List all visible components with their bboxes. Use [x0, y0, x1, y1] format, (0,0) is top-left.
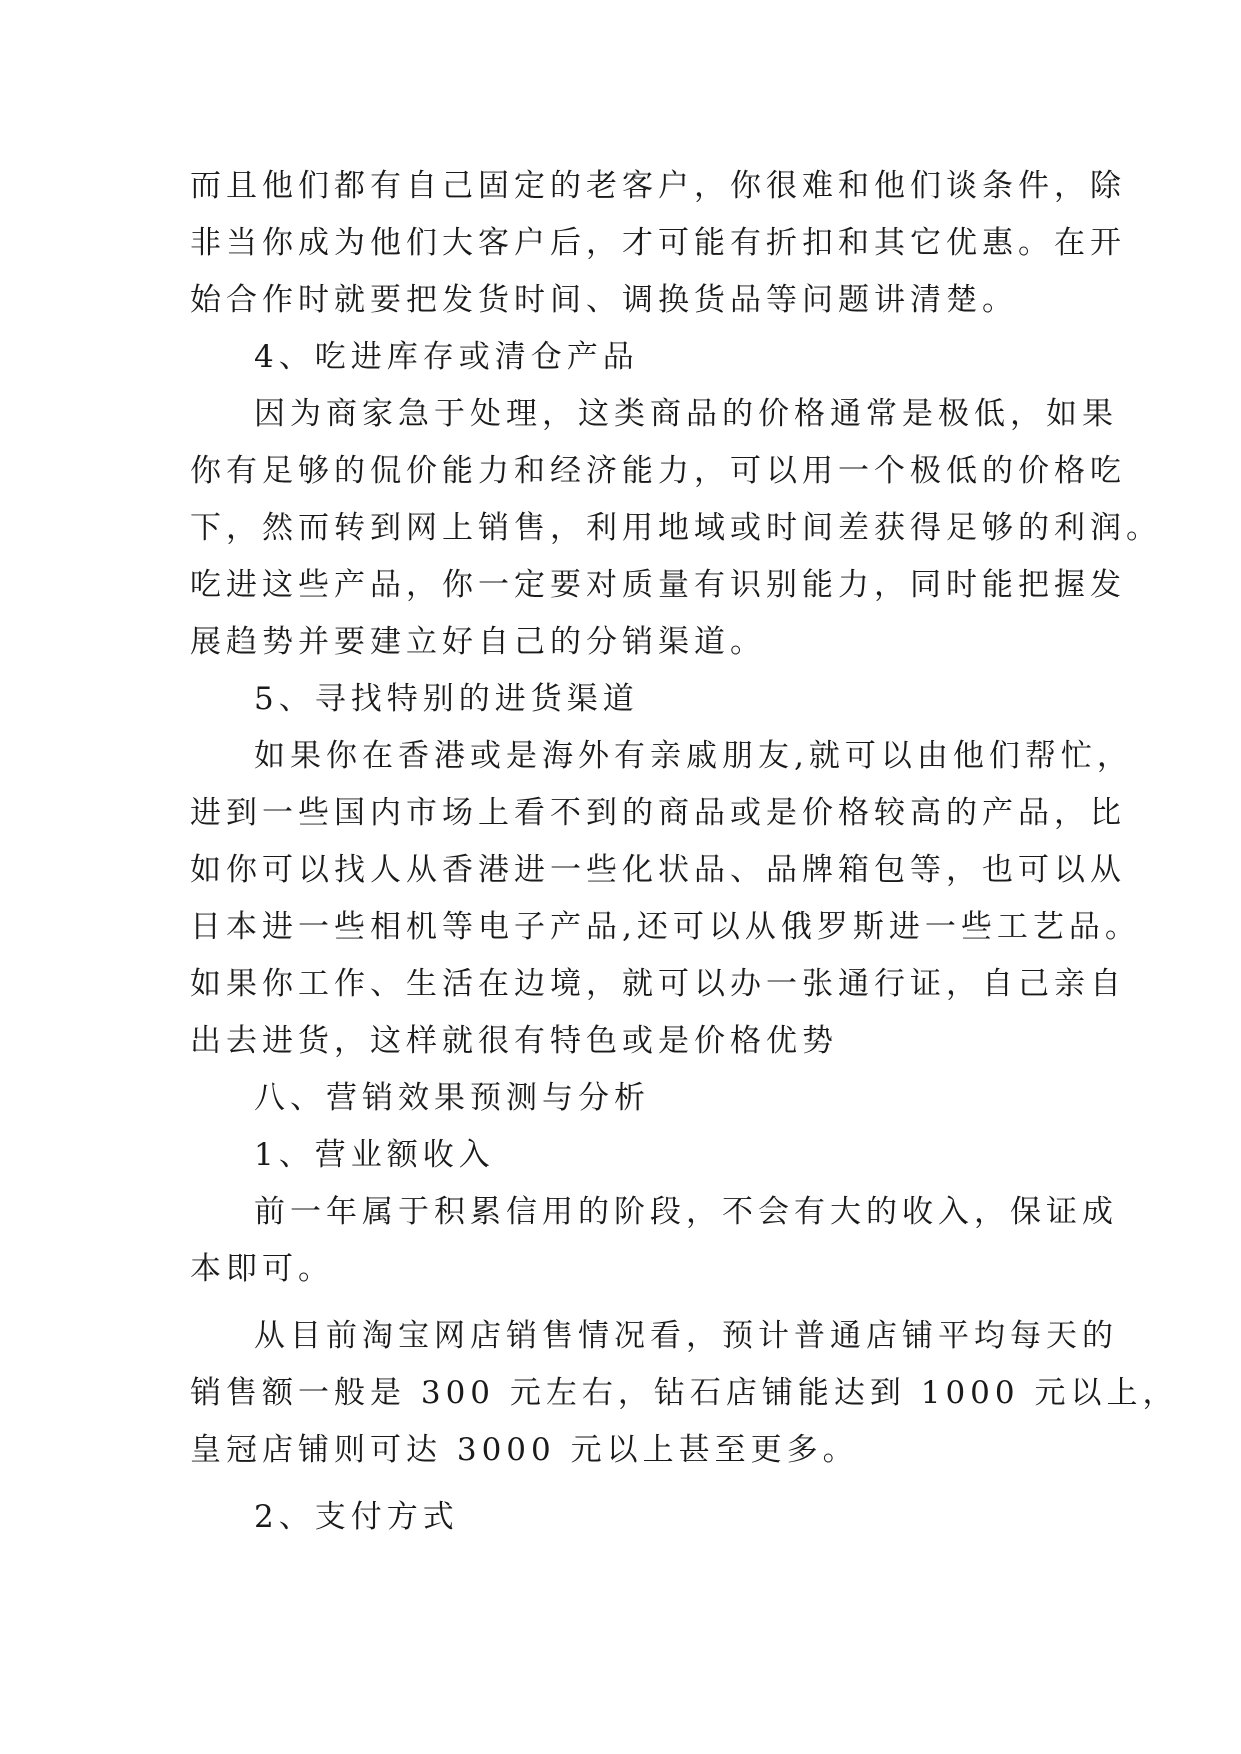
section-heading: 5、寻找特别的进货渠道 — [254, 681, 639, 717]
body-text-line: 进到一些国内市场上看不到的商品或是价格较高的产品，比 — [190, 795, 1126, 831]
body-text-line: 非当你成为他们大客户后，才可能有折扣和其它优惠。在开 — [190, 225, 1126, 261]
body-text-line: 吃进这些产品，你一定要对质量有识别能力，同时能把握发 — [190, 567, 1126, 603]
body-text-line: 如你可以找人从香港进一些化状品、品牌箱包等，也可以从 — [190, 852, 1126, 888]
body-text-line: 皇冠店铺则可达 3000 元以上甚至更多。 — [190, 1432, 859, 1468]
body-text-line: 你有足够的侃价能力和经济能力，可以用一个极低的价格吃 — [190, 453, 1126, 489]
body-text-line: 而且他们都有自己固定的老客户，你很难和他们谈条件，除 — [190, 168, 1126, 204]
document-page — [190, 158, 1179, 1546]
body-text-line: 展趋势并要建立好自己的分销渠道。 — [190, 624, 766, 660]
body-text-line: 前一年属于积累信用的阶段，不会有大的收入，保证成 — [254, 1194, 1118, 1230]
body-text-line: 出去进货，这样就很有特色或是价格优势 — [190, 1023, 838, 1059]
section-heading: 八、营销效果预测与分析 — [254, 1080, 650, 1116]
body-text-line: 下，然而转到网上销售，利用地域或时间差获得足够的利润。 — [190, 510, 1162, 546]
body-text-line: 始合作时就要把发货时间、调换货品等问题讲清楚。 — [190, 282, 1018, 318]
body-text-line: 日本进一些相机等电子产品,还可以从俄罗斯进一些工艺品。 — [190, 909, 1141, 945]
body-text-line: 如果你工作、生活在边境，就可以办一张通行证，自己亲自 — [190, 966, 1126, 1002]
section-heading: 2、支付方式 — [254, 1499, 459, 1535]
body-text-line: 如果你在香港或是海外有亲戚朋友,就可以由他们帮忙， — [254, 738, 1133, 774]
body-text-line: 销售额一般是 300 元左右，钻石店铺能达到 1000 元以上， — [190, 1375, 1179, 1411]
section-heading: 1、营业额收入 — [254, 1137, 495, 1173]
body-text-line: 因为商家急于处理，这类商品的价格通常是极低，如果 — [254, 396, 1118, 432]
body-text-line: 从目前淘宝网店销售情况看，预计普通店铺平均每天的 — [254, 1318, 1118, 1354]
section-heading: 4、吃进库存或清仓产品 — [254, 339, 639, 375]
body-text-line: 本即可。 — [190, 1251, 334, 1287]
